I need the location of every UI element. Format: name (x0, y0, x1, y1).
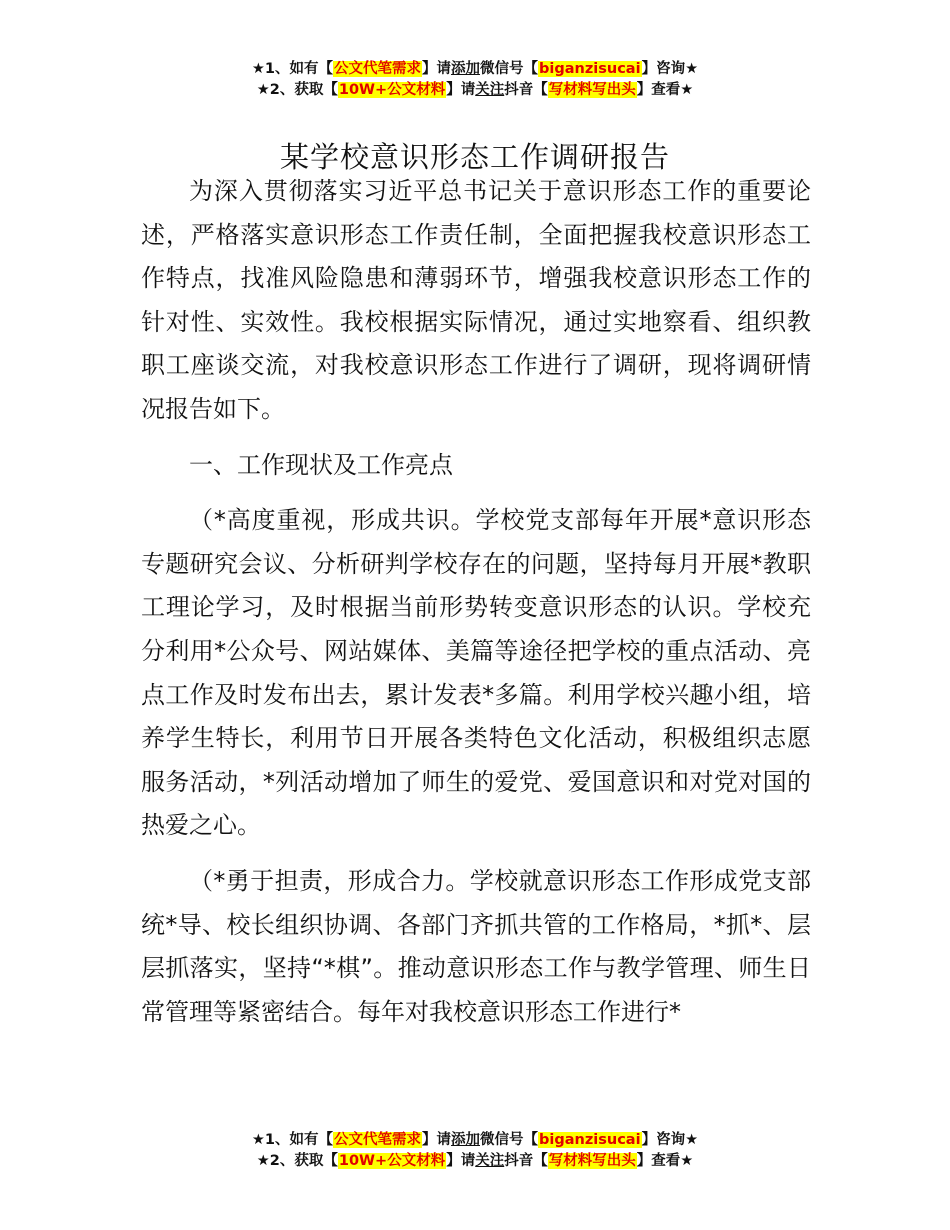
banner-line-1 (0, 1130, 950, 1151)
banner-line-2 (0, 1151, 950, 1172)
banner-text: ★1、如有【 (251, 1132, 334, 1148)
intro-paragraph: 为深入贯彻落实习近平总书记关于意识形态工作的重要论述，严格落实意识形态工作责任制，全面把握我校意识形态工作特点，找准风险隐患和薄弱环节，增强我校意识形态工作的针对性、实效性。我校根据实际情况，通过实地察看、组织教职工座谈交流，对我校意识形态工作进行了调研，现将调研情况报告如下。 (141, 177, 811, 423)
banner-underlined: 添加 (451, 61, 481, 77)
banner-text: ★2、获取【 (256, 82, 338, 98)
section-heading: 一、工作现状及工作亮点 (189, 450, 453, 479)
banner-text: 】请 (446, 1153, 476, 1169)
banner-underlined: 关注 (475, 1153, 505, 1169)
banner-underlined: 关注 (475, 82, 505, 98)
banner-text: 】咨询★ (641, 61, 699, 77)
banner-text: 抖音【 (504, 82, 548, 98)
banner-highlight: 写材料写出头 (548, 82, 636, 98)
banner-text: 】咨询★ (641, 1132, 699, 1148)
banner-highlight: 公文代笔需求 (334, 1132, 422, 1148)
banner-text: ★2、获取【 (256, 1153, 338, 1169)
banner-text: 微信号【 (480, 1132, 539, 1148)
header-banner (0, 59, 950, 101)
banner-text: 】查看★ (636, 82, 694, 98)
document-body (141, 170, 811, 1034)
footer-banner (0, 1130, 950, 1172)
banner-text: 抖音【 (504, 1153, 548, 1169)
banner-highlight: biganzisucai (539, 61, 641, 77)
banner-text: 微信号【 (480, 61, 539, 77)
banner-text: 】请 (446, 82, 476, 98)
banner-text: 】请 (422, 1132, 452, 1148)
body-paragraph: （*高度重视，形成共识。学校党支部每年开展*意识形态专题研究会议、分析研判学校存在的问题，坚持每月开展*教职工理论学习，及时根据当前形势转变意识形态的认识。学校充分利用*公众号、网站媒体、美篇等途径把学校的重点活动、亮点工作及时发布出去，累计发表*多篇。利用学校兴趣小组，培养学生特长，利用节日开展各类特色文化活动，积极组织志愿服务活动，*列活动增加了师生的爱党、爱国意识和对党对国的热爱之心。 (141, 506, 811, 840)
banner-highlight: 公文代笔需求 (334, 61, 422, 77)
banner-highlight: 10W+公文材料 (338, 1153, 446, 1169)
banner-underlined: 添加 (451, 1132, 481, 1148)
body-paragraph: （*勇于担责，形成合力。学校就意识形态工作形成党支部统*导、校长组织协调、各部门齐抓共管的工作格局，*抓*、层层抓落实，坚持“*棋”。推动意识形态工作与教学管理、师生日常管理等紧密结合。每年对我校意识形态工作进行* (141, 866, 811, 1026)
banner-text: 】查看★ (636, 1153, 694, 1169)
banner-highlight: biganzisucai (539, 1132, 641, 1148)
banner-line-1 (0, 59, 950, 80)
banner-text: 】请 (422, 61, 452, 77)
banner-highlight: 写材料写出头 (548, 1153, 636, 1169)
banner-text: ★1、如有【 (251, 61, 334, 77)
document-title: 某学校意识形态工作调研报告 (279, 140, 670, 175)
banner-line-2 (0, 80, 950, 101)
banner-highlight: 10W+公文材料 (338, 82, 446, 98)
